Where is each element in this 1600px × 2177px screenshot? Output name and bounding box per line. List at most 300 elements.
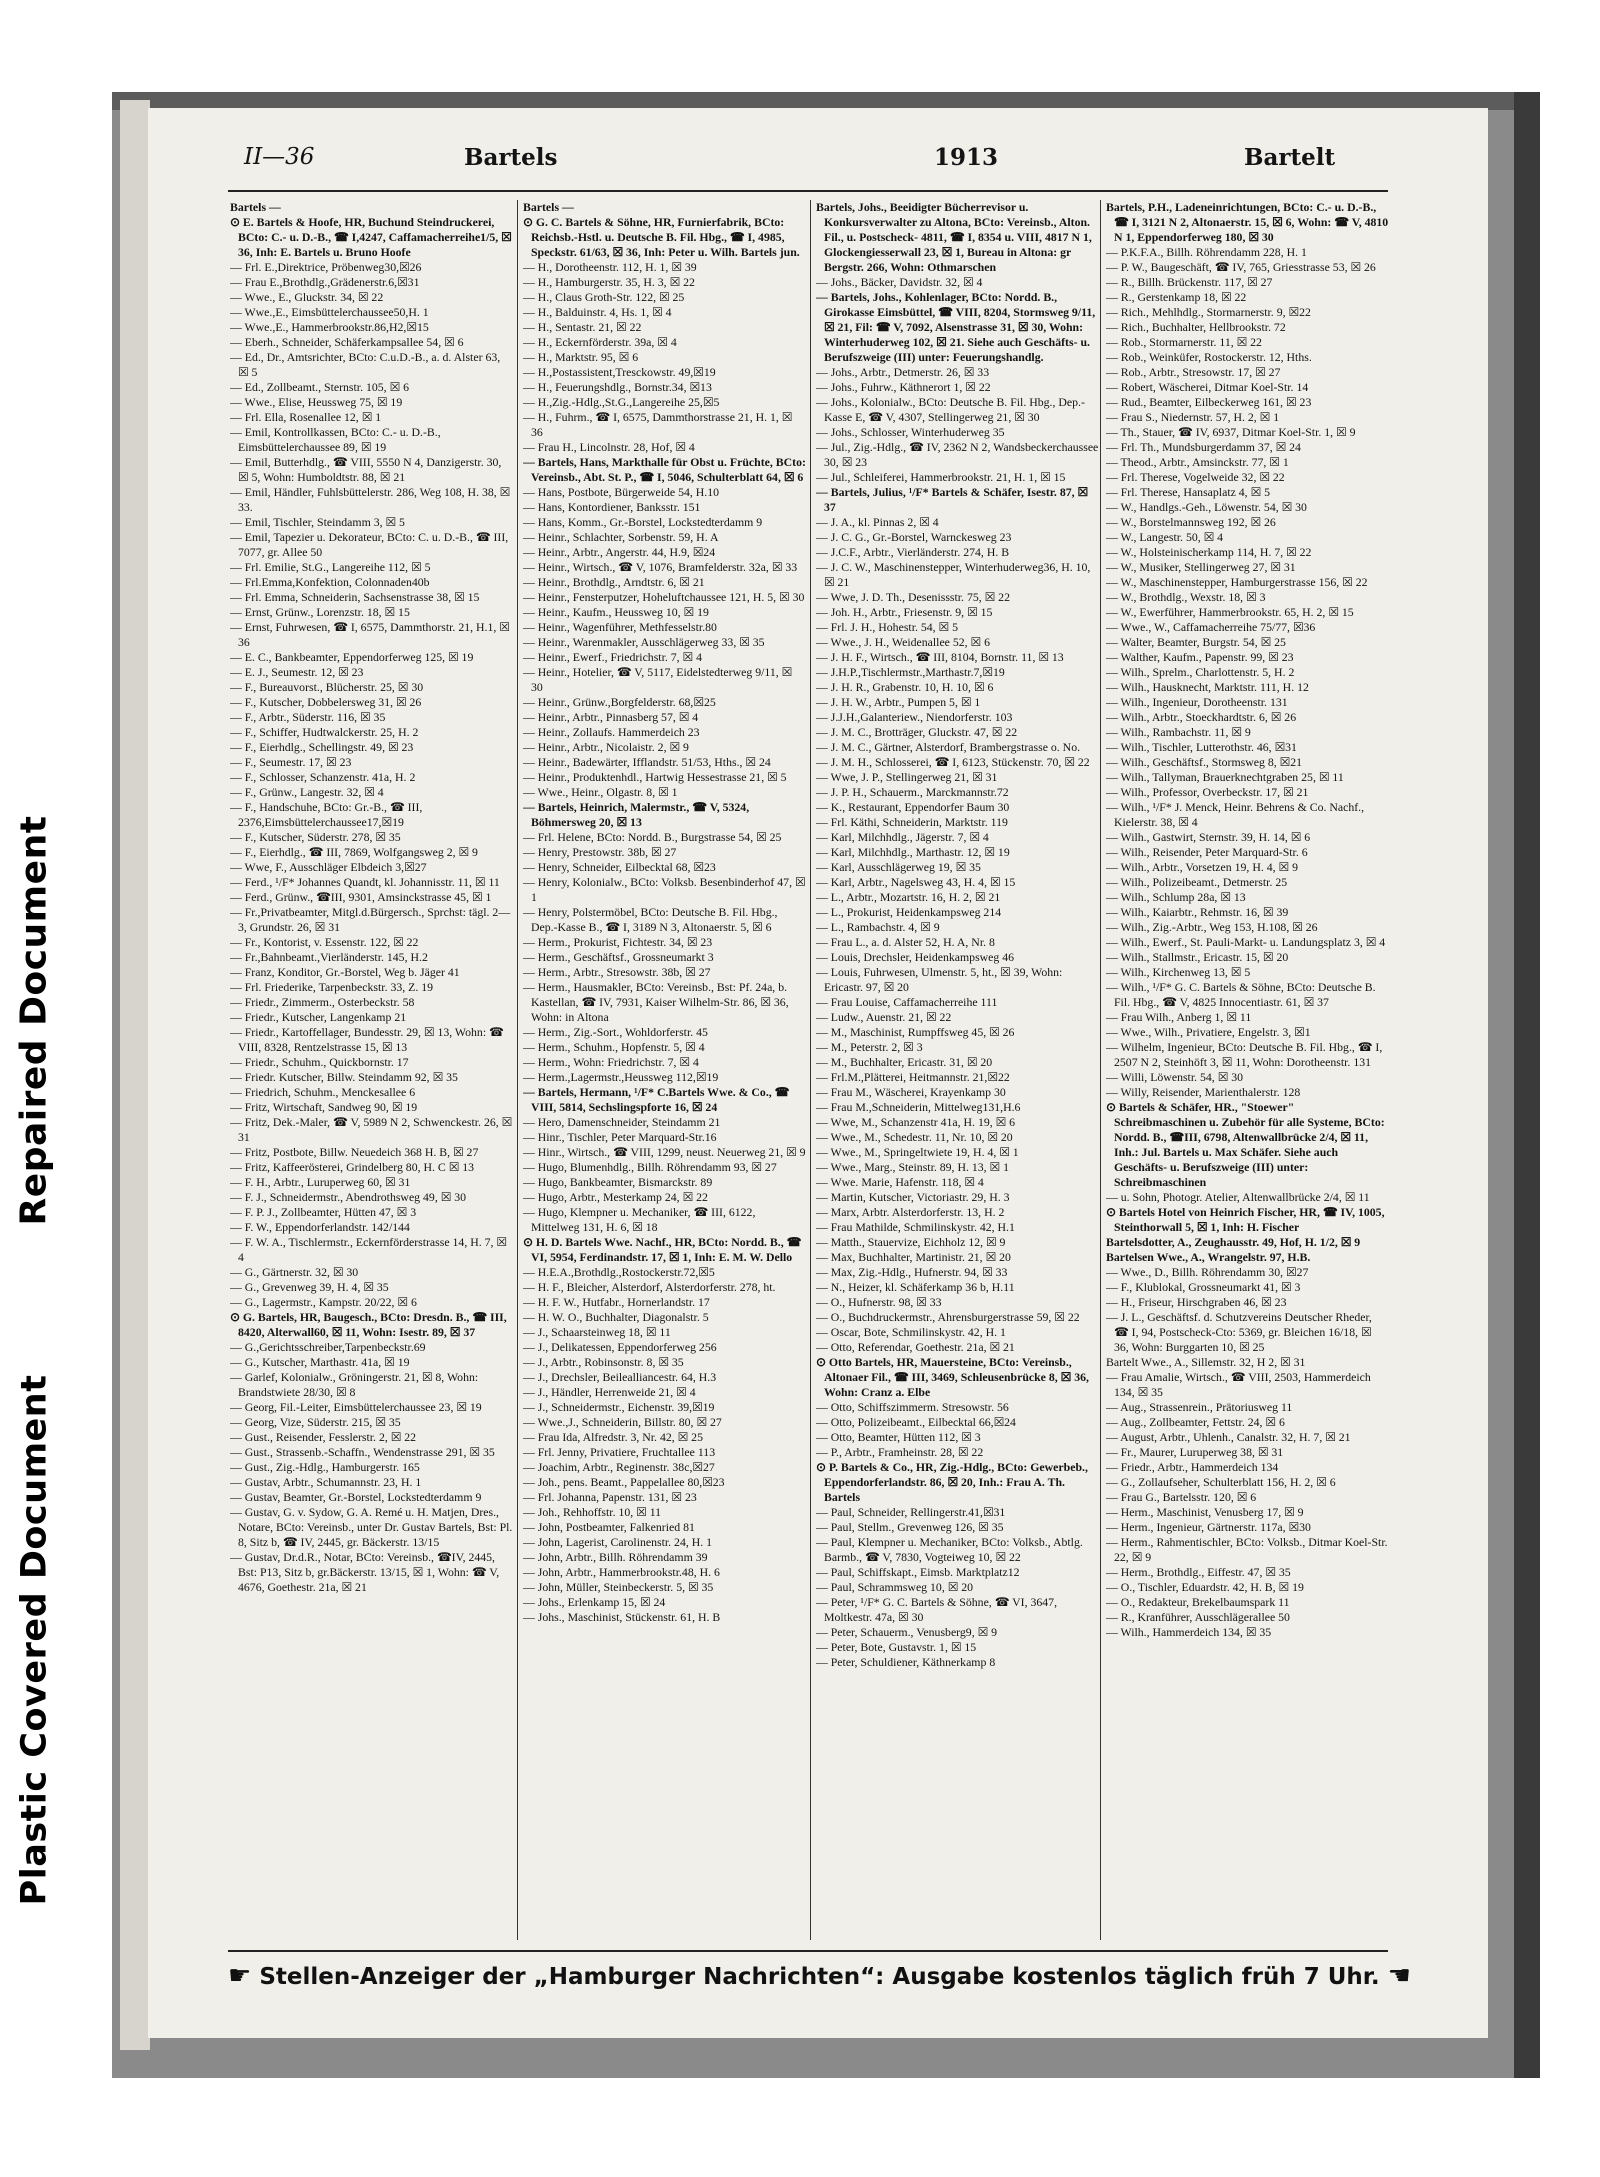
directory-entry: — H.E.A.,Brothdlg.,Rostockerstr.72,☒5: [523, 1265, 715, 1279]
directory-entry: — Joachim, Arbtr., Reginenstr. 38c,☒27: [523, 1460, 715, 1474]
directory-entry: — Paul, Schneider, Rellingerstr.41,☒31: [816, 1505, 1006, 1519]
directory-entry: — H.,Zig.-Hdlg.,St.G.,Langereihe 25,☒5: [523, 395, 720, 409]
directory-entry: — Friedr. Kutscher, Billw. Steindamm 92, ☒ 35: [230, 1070, 458, 1084]
directory-entry: — F. W., Eppendorferlandstr. 142/144: [230, 1220, 410, 1234]
directory-entry: — Frau M., Wäscherei, Krayenkamp 30: [816, 1085, 1006, 1099]
directory-entry: — Johs., Arbtr., Detmerstr. 26, ☒ 33: [816, 365, 990, 379]
directory-entry: ⊙ Otto Bartels, HR, Mauersteine, BCto: Vereinsb., Altonaer Fil., ☎ III, 3469, Schleusenbrücke 8, ☒ 36, Wohn: Cranz a. Elbe: [816, 1355, 1089, 1399]
directory-entry: — Herm., Brothdlg., Eiffestr. 47, ☒ 35: [1106, 1565, 1291, 1579]
directory-entry: — Robert, Wäscherei, Ditmar Koel-Str. 14: [1106, 380, 1309, 394]
directory-entry: — Wilhelm, Ingenieur, BCto: Deutsche B. Fil. Hbg., ☎ I, 2507 N 2, Steinhöft 3, ☒ 11, Wohn: Dorotheenstr. 131: [1106, 1040, 1383, 1069]
directory-entry: — Heinr., Wagenführer, Methfesselstr.80: [523, 620, 717, 634]
directory-entry: — W., Musiker, Stellingerweg 27, ☒ 31: [1106, 560, 1296, 574]
column-divider: [810, 200, 811, 1940]
directory-entry: — Herm., Hausmakler, BCto: Vereinsb., Bst: Pf. 24a, b. Kastellan, ☎ IV, 7931, Kaiser Wilhelm-Str. 86, ☒ 36, Wohn: in Altona: [523, 980, 789, 1024]
directory-entry: — Emil, Händler, Fuhlsbüttelerstr. 286, Weg 108, H. 38, ☒ 33.: [230, 485, 511, 514]
directory-entry: — L., Prokurist, Heidenkampsweg 214: [816, 905, 1002, 919]
directory-entry: — Frl. Jenny, Privatiere, Fruchtallee 113: [523, 1445, 716, 1459]
directory-entry: — N., Heizer, kl. Schäferkamp 36 b, H.11: [816, 1280, 1015, 1294]
directory-entry: — Wilh., Geschäftsf., Stormsweg 8, ☒21: [1106, 755, 1302, 769]
directory-entry: — Frau G., Bartelsstr. 120, ☒ 6: [1106, 1490, 1257, 1504]
directory-entry: Bartelsen Wwe., A., Wrangelstr. 97, H.B.: [1106, 1250, 1311, 1264]
directory-entry: — Paul, Stellm., Grevenweg 126, ☒ 35: [816, 1520, 1004, 1534]
directory-entry: — Friedr., Zimmerm., Osterbeckstr. 58: [230, 995, 415, 1009]
directory-entry: — Oscar, Bote, Schmilinskystr. 42, H. 1: [816, 1325, 1006, 1339]
directory-column-3: [816, 200, 1099, 1940]
page-header: [244, 144, 1354, 184]
directory-entry: — Georg, Vize, Süderstr. 215, ☒ 35: [230, 1415, 401, 1429]
directory-entry: — Johs., Erlenkamp 15, ☒ 24: [523, 1595, 666, 1609]
directory-entry: — Joh. H., Arbtr., Friesenstr. 9, ☒ 15: [816, 605, 993, 619]
directory-entry: — W., Maschinenstepper, Hamburgerstrasse 156, ☒ 22: [1106, 575, 1368, 589]
directory-entry: — Hans, Komm., Gr.-Borstel, Lockstedterdamm 9: [523, 515, 763, 529]
directory-entry: — Wilh., Ewerf., St. Pauli-Markt- u. Landungsplatz 3, ☒ 4: [1106, 935, 1386, 949]
directory-entry: — F., Seumestr. 17, ☒ 23: [230, 755, 352, 769]
directory-entry: — Wilh., Ingenieur, Dorotheenstr. 131: [1106, 695, 1288, 709]
directory-entry: — Paul, Schiffskapt., Eimsb. Marktplatz12: [816, 1565, 1020, 1579]
directory-entry: — Frau Louise, Caffamacherreihe 111: [816, 995, 998, 1009]
footer-text: Stellen-Anzeiger der „Hamburger Nachrichten“: Ausgabe kostenlos täglich früh 7 Uhr.: [259, 1964, 1380, 1990]
directory-entry: — John, Arbtr., Hammerbrookstr.48, H. 6: [523, 1565, 720, 1579]
directory-entry: — Johs., Schlosser, Winterhuderweg 35: [816, 425, 1005, 439]
directory-entry: — Wilh., Tischler, Lutterothstr. 46, ☒31: [1106, 740, 1297, 754]
directory-entry: — Willi, Löwenstr. 54, ☒ 30: [1106, 1070, 1244, 1084]
directory-entry: — Gust., Zig.-Hdlg., Hamburgerstr. 165: [230, 1460, 420, 1474]
directory-entry: — Frl. Friederike, Tarpenbeckstr. 33, Z. 19: [230, 980, 434, 994]
directory-entry: — Fr.,Bahnbeamt.,Vierländerstr. 145, H.2: [230, 950, 428, 964]
directory-entry: — Fritz, Postbote, Billw. Neuedeich 368 H. B, ☒ 27: [230, 1145, 479, 1159]
directory-column-1: [230, 200, 513, 1940]
directory-entry: — Georg, Fil.-Leiter, Eimsbüttelerchaussee 23, ☒ 19: [230, 1400, 482, 1414]
directory-entry: — Henry, Polstermöbel, BCto: Deutsche B. Fil. Hbg., Dep.-Kasse B., ☎ I, 3189 N 3, Altonaerstr. 5, ☒ 6: [523, 905, 778, 934]
directory-entry: — Wilh., Reisender, Peter Marquard-Str. 6: [1106, 845, 1308, 859]
left-running-head: Bartels: [464, 144, 558, 171]
directory-entry: — Hans, Postbote, Bürgerweide 54, H.10: [523, 485, 720, 499]
directory-entry: — Wwe., D., Billh. Röhrendamm 30, ☒27: [1106, 1265, 1309, 1279]
directory-entry: Bartels —: [523, 200, 574, 214]
directory-entry: — Heinr., Arbtr., Nicolaistr. 2, ☒ 9: [523, 740, 689, 754]
directory-entry: — Otto, Beamter, Hütten 112, ☒ 3: [816, 1430, 981, 1444]
directory-entry: — Peter, Bote, Gustavstr. 1, ☒ 15: [816, 1640, 977, 1654]
directory-entry: — Willy, Reisender, Marienthalerstr. 128: [1106, 1085, 1301, 1099]
directory-entry: ⊙ E. Bartels & Hoofe, HR, Buchund Steindruckerei, BCto: C.- u. D.-B., ☎ I,4247, Caffamacherreihe1/5, ☒ 36, Inh: E. Bartels u. Bruno Hoofe: [230, 215, 512, 259]
directory-entry: — Johs., Maschinist, Stückenstr. 61, H. B: [523, 1610, 721, 1624]
directory-entry: — J. A., kl. Pinnas 2, ☒ 4: [816, 515, 939, 529]
directory-entry: — Karl, Milchhdlg., Marthastr. 12, ☒ 19: [816, 845, 1010, 859]
directory-entry: — Herm., Geschäftsf., Grossneumarkt 3: [523, 950, 714, 964]
directory-entry: — Frl.M.,Plätterei, Heitmannstr. 21,☒22: [816, 1070, 1010, 1084]
directory-entry: — Emil, Tapezier u. Dekorateur, BCto: C. u. D.-B., ☎ III, 7077, gr. Allee 50: [230, 530, 509, 559]
column-divider: [517, 200, 518, 1940]
directory-entry: — Wilh., Schlump 28a, ☒ 13: [1106, 890, 1246, 904]
directory-entry: — Ernst, Fuhrwesen, ☎ I, 6575, Dammthorstr. 21, H.1, ☒ 36: [230, 620, 510, 649]
directory-entry: — J., Schneidermstr., Eichenstr. 39,☒19: [523, 1400, 715, 1414]
directory-entry: — H. F. W., Hutfabr., Hornerlandstr. 17: [523, 1295, 710, 1309]
directory-entry: — Heinr., Ewerf., Friedrichstr. 7, ☒ 4: [523, 650, 702, 664]
directory-entry: — Fr., Kontorist, v. Essenstr. 122, ☒ 22: [230, 935, 419, 949]
directory-entry: — Martin, Kutscher, Victoriastr. 29, H. 3: [816, 1190, 1010, 1204]
directory-entry: — Frau Mathilde, Schmilinskystr. 42, H.1: [816, 1220, 1015, 1234]
directory-entry: — Jul., Schleiferei, Hammerbrookstr. 21, H. 1, ☒ 15: [816, 470, 1066, 484]
directory-column-2: [523, 200, 806, 1940]
directory-entry: — Fritz, Wirtschaft, Sandweg 90, ☒ 19: [230, 1100, 418, 1114]
directory-entry: — J. L., Geschäftsf. d. Schutzvereins Deutscher Rheder, ☎ I, 94, Postscheck-Cto: 5369, gr. Bleichen 16/18, ☒ 36, Wohn: Burggarten 10, ☒ 25: [1106, 1310, 1372, 1354]
directory-entry: — Theod., Arbtr., Amsinckstr. 77, ☒ 1: [1106, 455, 1289, 469]
directory-entry: — R., Billh. Brückenstr. 117, ☒ 27: [1106, 275, 1273, 289]
directory-entry: — Hans, Kontordiener, Banksstr. 151: [523, 500, 701, 514]
directory-entry: — Herm.,Lagermstr.,Heussweg 112,☒19: [523, 1070, 719, 1084]
plastic-covered-text: Plastic Covered Document: [14, 1374, 54, 1906]
directory-entry: — Wilh., Rambachstr. 11, ☒ 9: [1106, 725, 1251, 739]
directory-entry: — Wilh., Tallyman, Brauerknechtgraben 25, ☒ 11: [1106, 770, 1344, 784]
directory-entry: — H., Dorotheenstr. 112, H. 1, ☒ 39: [523, 260, 697, 274]
directory-entry: — W., Holsteinischerkamp 114, H. 7, ☒ 22: [1106, 545, 1312, 559]
directory-entry: — Rob., Arbtr., Stresowstr. 17, ☒ 27: [1106, 365, 1281, 379]
directory-entry: — P., Arbtr., Framheinstr. 28, ☒ 22: [816, 1445, 984, 1459]
directory-entry: — Wwe., E., Gluckstr. 34, ☒ 22: [230, 290, 384, 304]
directory-entry: — H., Hamburgerstr. 35, H. 3, ☒ 22: [523, 275, 695, 289]
directory-entry: — Wwe.,E., Hammerbrookstr.86,H2,☒15: [230, 320, 429, 334]
directory-entry: — Wwe, J. D. Th., Desenissstr. 75, ☒ 22: [816, 590, 1010, 604]
directory-entry: — O., Tischler, Eduardstr. 42, H. B, ☒ 19: [1106, 1580, 1304, 1594]
directory-entry: — Marx, Arbtr. Alsterdorferstr. 13, H. 2: [816, 1205, 1005, 1219]
directory-entry: — Frl. Therese, Hansaplatz 4, ☒ 5: [1106, 485, 1271, 499]
directory-entry: — J., Arbtr., Robinsonstr. 8, ☒ 35: [523, 1355, 684, 1369]
directory-entry: — John, Arbtr., Billh. Röhrendamm 39: [523, 1550, 708, 1564]
directory-entry: — Ed., Dr., Amtsrichter, BCto: C.u.D.-B., a. d. Alster 63, ☒ 5: [230, 350, 501, 379]
directory-entry: — Jul., Zig.-Hdlg., ☎ IV, 2362 N 2, Wandsbeckerchaussee 30, ☒ 23: [816, 440, 1099, 469]
directory-entry: — Frau Ida, Alfredstr. 3, Nr. 42, ☒ 25: [523, 1430, 703, 1444]
directory-entry: — Rob., Weinküfer, Rostockerstr. 12, Hths.: [1106, 350, 1312, 364]
directory-entry: — Wilh., Hausknecht, Marktstr. 111, H. 12: [1106, 680, 1309, 694]
directory-entry: — John, Postbeamter, Falkenried 81: [523, 1520, 695, 1534]
page-binding-shadow: [120, 100, 150, 2050]
directory-entry: — Wwe., Heinr., Olgastr. 8, ☒ 1: [523, 785, 678, 799]
directory-entry: — Fritz, Dek.-Maler, ☎ V, 5989 N 2, Schwenckestr. 26, ☒ 31: [230, 1115, 513, 1144]
directory-entry: — Frl. Helene, BCto: Nordd. B., Burgstrasse 54, ☒ 25: [523, 830, 782, 844]
directory-entry: — Frl. Emilie, St.G., Langereihe 112, ☒ 5: [230, 560, 431, 574]
directory-entry: — Frau Amalie, Wirtsch., ☎ VIII, 2503, Hammerdeich 134, ☒ 35: [1106, 1370, 1371, 1399]
directory-entry: — F. J., Schneidermstr., Abendrothsweg 49, ☒ 30: [230, 1190, 467, 1204]
directory-entry: — J. M. C., Gärtner, Alsterdorf, Brambergstrasse o. No.: [816, 740, 1081, 754]
directory-entry: — H.,Postassistent,Tresckowstr. 49,☒19: [523, 365, 716, 379]
directory-entry: — Aug., Zollbeamter, Fettstr. 24, ☒ 6: [1106, 1415, 1285, 1429]
directory-entry: — Heinr., Kaufm., Heussweg 10, ☒ 19: [523, 605, 709, 619]
directory-entry: — Wilh., Stallmstr., Ericastr. 15, ☒ 20: [1106, 950, 1289, 964]
directory-entry: — K., Restaurant, Eppendorfer Baum 30: [816, 800, 1010, 814]
directory-entry: — Wilh., Kaiarbtr., Rehmstr. 16, ☒ 39: [1106, 905, 1289, 919]
directory-entry: — Frl. Th., Mundsburgerdamm 37, ☒ 24: [1106, 440, 1301, 454]
directory-entry: — W., Borstelmannsweg 192, ☒ 26: [1106, 515, 1276, 529]
directory-entry: — Wilh., ¹/F* J. Menck, Heinr. Behrens & Co. Nachf., Kielerstr. 38, ☒ 4: [1106, 800, 1365, 829]
directory-entry: — Wilh., Professor, Overbeckstr. 17, ☒ 21: [1106, 785, 1309, 799]
directory-entry: — Heinr., Zollaufs. Hammerdeich 23: [523, 725, 700, 739]
directory-entry: — Wilh., Gastwirt, Sternstr. 39, H. 14, ☒ 6: [1106, 830, 1311, 844]
directory-entry: — Frl. Käthi, Schneiderin, Marktstr. 119: [816, 815, 1008, 829]
directory-column-4: [1106, 200, 1389, 1940]
right-running-head: Bartelt: [1244, 144, 1336, 171]
directory-entry: — Gustav, Arbtr., Schumannstr. 23, H. 1: [230, 1475, 422, 1489]
pointing-hand-right-icon: ☚: [1387, 1961, 1411, 1991]
directory-entry: — Wwe, F., Ausschläger Elbdeich 3,☒27: [230, 860, 427, 874]
directory-entry: — J. H. R., Grabenstr. 10, H. 10, ☒ 6: [816, 680, 994, 694]
directory-entry: — Rich., Mehlhdlg., Stormarnerstr. 9, ☒22: [1106, 305, 1311, 319]
directory-entry: — Herm., Rahmentischler, BCto: Volksb., Ditmar Koel-Str. 22, ☒ 9: [1106, 1535, 1388, 1564]
directory-entry: — O., Hufnerstr. 98, ☒ 33: [816, 1295, 942, 1309]
directory-entry: — Wwe., J. H., Weidenallee 52, ☒ 6: [816, 635, 990, 649]
footer-rule: [228, 1950, 1388, 1952]
directory-entry: — Heinr., Badewärter, Ifflandstr. 51/53, Hths., ☒ 24: [523, 755, 771, 769]
directory-entry: — G., Gärtnerstr. 32, ☒ 30: [230, 1265, 359, 1279]
directory-entry: — Rud., Beamter, Eilbeckerweg 161, ☒ 23: [1106, 395, 1312, 409]
directory-entry: — Wwe., Marg., Steinstr. 89, H. 13, ☒ 1: [816, 1160, 1009, 1174]
directory-entry: — Herm., Wohn: Friedrichstr. 7, ☒ 4: [523, 1055, 699, 1069]
directory-entry: — F., Klublokal, Grossneumarkt 41, ☒ 3: [1106, 1280, 1301, 1294]
directory-entry: — Gustav, Dr.d.R., Notar, BCto: Vereinsb., ☎IV, 2445, Bst: P13, Sitz b, gr.Bäckerstr. 13/15, ☒ 1, Wohn: ☎ V, 4676, Goethestr. 21a, ☒ 21: [230, 1550, 500, 1594]
directory-entry: — O., Buchdruckermstr., Ahrensburgerstrasse 59, ☒ 22: [816, 1310, 1080, 1324]
directory-entry: — F., Kutscher, Dobbelersweg 31, ☒ 26: [230, 695, 422, 709]
directory-entry: — W., Langestr. 50, ☒ 4: [1106, 530, 1224, 544]
directory-entry: — John, Lagerist, Carolinenstr. 24, H. 1: [523, 1535, 713, 1549]
directory-entry: — J.J.H.,Galanteriew., Niendorferstr. 103: [816, 710, 1013, 724]
directory-entry: — Wwe, M., Schanzenstr 41a, H. 19, ☒ 6: [816, 1115, 1016, 1129]
directory-entry: — Otto, Polizeibeamt., Eilbecktal 66,☒24: [816, 1415, 1016, 1429]
directory-entry: — Ernst, Grünw., Lorenzstr. 18, ☒ 15: [230, 605, 410, 619]
directory-entry: — Wwe., M., Schedestr. 11, Nr. 10, ☒ 20: [816, 1130, 1013, 1144]
directory-entry: — Joh., pens. Beamt., Pappelallee 80,☒23: [523, 1475, 725, 1489]
directory-entry: — Bartels, Julius, ¹/F* Bartels & Schäfer, Isestr. 87, ☒ 37: [816, 485, 1089, 514]
directory-entry: — Karl, Milchhdlg., Jägerstr. 7, ☒ 4: [816, 830, 989, 844]
directory-entry: — W., Handlgs.-Geh., Löwenstr. 54, ☒ 30: [1106, 500, 1307, 514]
directory-entry: — J.C.F., Arbtr., Vierländerstr. 274, H. B: [816, 545, 1010, 559]
header-rule: [228, 190, 1388, 192]
directory-entry: — J., Delikatessen, Eppendorferweg 256: [523, 1340, 717, 1354]
directory-entry: — Johs., Bäcker, Davidstr. 32, ☒ 4: [816, 275, 983, 289]
directory-entry: — Wwe. Marie, Hafenstr. 118, ☒ 4: [816, 1175, 984, 1189]
directory-entry: — Emil, Butterhdlg., ☎ VIII, 5550 N 4, Danzigerstr. 30, ☒ 5, Wohn: Humboldtstr. 88, ☒ 21: [230, 455, 502, 484]
directory-entry: — H., Sentastr. 21, ☒ 22: [523, 320, 642, 334]
directory-entry: Bartels, P.H., Ladeneinrichtungen, BCto: C.- u. D.-B., ☎ I, 3121 N 2, Altonaerstr. 15, ☒ 6, Wohn: ☎ V, 4810 N 1, Eppendorferweg 180, ☒ 30: [1106, 200, 1389, 244]
directory-entry: — O., Redakteur, Brekelbaumspark 11: [1106, 1595, 1290, 1609]
plastic-covered-label: [4, 1360, 64, 1920]
directory-entry: — F., Kutscher, Süderstr. 278, ☒ 35: [230, 830, 401, 844]
directory-entry: — Wwe., W., Caffamacherreihe 75/77, ☒36: [1106, 620, 1316, 634]
directory-entry: — J. H. W., Arbtr., Pumpen 5, ☒ 1: [816, 695, 981, 709]
directory-entry: — P. W., Baugeschäft, ☎ IV, 765, Griesstrasse 53, ☒ 26: [1106, 260, 1376, 274]
directory-entry: — Hero, Damenschneider, Steindamm 21: [523, 1115, 721, 1129]
directory-entry: — Heinr., Wirtsch., ☎ V, 1076, Bramfelderstr. 32a, ☒ 33: [523, 560, 798, 574]
directory-entry: — Heinr., Schlachter, Sorbenstr. 59, H. A: [523, 530, 719, 544]
directory-entry: — J. P. H., Schauerm., Marckmannstr.72: [816, 785, 1009, 799]
directory-entry: — J. M. C., Brotträger, Gluckstr. 47, ☒ 22: [816, 725, 1018, 739]
directory-entry: — Bartels, Hans, Markthalle für Obst u. Früchte, BCto: Vereinsb., Abt. St. P., ☎ I, 5046, Schulterblatt 64, ☒ 6: [523, 455, 806, 484]
directory-entry: — Otto, Schiffszimmerm. Stresowstr. 56: [816, 1400, 1009, 1414]
directory-entry: — Walter, Beamter, Burgstr. 54, ☒ 25: [1106, 635, 1286, 649]
directory-entry: — W., Brothdlg., Wexstr. 18, ☒ 3: [1106, 590, 1266, 604]
directory-entry: ⊙ G. C. Bartels & Söhne, HR, Furnierfabrik, BCto: Reichsb.-Hstl. u. Deutsche B. Fil. Hbg., ☎ I, 4985, Speckstr. 61/63, ☒ 36, Inh: Peter u. Wilh. Bartels jun.: [523, 215, 800, 259]
directory-entry: — Gust., Reisender, Fesslerstr. 2, ☒ 22: [230, 1430, 417, 1444]
directory-entry: — G.,Gerichtsschreiber,Tarpenbeckstr.69: [230, 1340, 426, 1354]
directory-entry: — Frau H., Lincolnstr. 28, Hof, ☒ 4: [523, 440, 695, 454]
directory-entry: — Louis, Drechsler, Heidenkampsweg 46: [816, 950, 1015, 964]
directory-entry: — H. W. O., Buchhalter, Diagonalstr. 5: [523, 1310, 709, 1324]
directory-entry: — Rich., Buchhalter, Hellbrookstr. 72: [1106, 320, 1286, 334]
directory-entry: — Frl. Johanna, Papenstr. 131, ☒ 23: [523, 1490, 697, 1504]
directory-entry: — Johs., Fuhrw., Käthnerort 1, ☒ 22: [816, 380, 991, 394]
scan-right-edge: [1514, 92, 1540, 2078]
directory-entry: — Emil, Kontrollkassen, BCto: C.- u. D.-B., Eimsbüttelerchaussee 89, ☒ 19: [230, 425, 441, 454]
directory-entry: Bartels, Johs., Beeidigter Bücherrevisor u. Konkursverwalter zu Altona, BCto: Vereinsb., Alton. Fil., u. Postscheck- 4811, ☎ I, 8354 u. VIII, 4817 N 1, Glockengiesserwall 23, ☒ 1, Bureau in Altona: gr Bergstr. 266, Wohn: Othmarschen: [816, 200, 1092, 274]
directory-entry: — Friedr., Arbtr., Hammerdeich 134: [1106, 1460, 1279, 1474]
directory-entry: — Frl. J. H., Hohestr. 54, ☒ 5: [816, 620, 958, 634]
directory-entry: — Paul, Schrammsweg 10, ☒ 20: [816, 1580, 974, 1594]
advertisement-footer: [228, 1958, 1411, 1998]
directory-entry: — J., Drechsler, Beilealliancestr. 64, H.3: [523, 1370, 717, 1384]
directory-entry: — H., Eckernförderstr. 39a, ☒ 4: [523, 335, 677, 349]
directory-entry: — Peter, Schuldiener, Käthnerkamp 8: [816, 1655, 996, 1669]
directory-entry: — Wilh., Zig.-Arbtr., Weg 153, H.108, ☒ 26: [1106, 920, 1318, 934]
directory-entry: Bartelsdotter, A., Zeughausstr. 49, Hof, H. 1/2, ☒ 9: [1106, 1235, 1361, 1249]
directory-entry: — Friedrich, Schuhm., Menckesallee 6: [230, 1085, 416, 1099]
directory-entry: — Gustav, G. v. Sydow, G. A. Remé u. H. Matjen, Dres., Notare, BCto: Vereinsb., unter Dr. Gustav Bartels, Bst: Pl. 8, Sitz b, ☎ IV, 2445, gr. Bäckerstr. 13/15: [230, 1505, 513, 1549]
directory-entry: — G., Zollaufseher, Schulterblatt 156, H. 2, ☒ 6: [1106, 1475, 1336, 1489]
directory-entry: — Bartels, Heinrich, Malermstr., ☎ V, 5324, Böhmersweg 20, ☒ 13: [523, 800, 750, 829]
directory-entry: — F., Handschuhe, BCto: Gr.-B., ☎ III, 2376,Eimsbüttelerchaussee17,☒19: [230, 800, 423, 829]
directory-entry: — Herm., Arbtr., Stresowstr. 38b, ☒ 27: [523, 965, 711, 979]
directory-entry: — F. H., Arbtr., Luruperweg 60, ☒ 31: [230, 1175, 411, 1189]
directory-entry: — Frau M.,Schneiderin, Mittelweg131,H.6: [816, 1100, 1021, 1114]
directory-entry: — Herm., Zig.-Sort., Wohldorferstr. 45: [523, 1025, 708, 1039]
directory-entry: — Garlef, Kolonialw., Gröningerstr. 21, ☒ 8, Wohn: Brandstwiete 28/30, ☒ 8: [230, 1370, 479, 1399]
directory-entry: — Wilh., Kirchenweg 13, ☒ 5: [1106, 965, 1251, 979]
directory-entry: — J. H. F., Wirtsch., ☎ III, 8104, Bornstr. 11, ☒ 13: [816, 650, 1064, 664]
directory-entry: — J., Schaarsteinweg 18, ☒ 11: [523, 1325, 671, 1339]
directory-entry: — F., Arbtr., Süderstr. 116, ☒ 35: [230, 710, 386, 724]
directory-entry: — Gustav, Beamter, Gr.-Borstel, Lockstedterdamm 9: [230, 1490, 482, 1504]
directory-entry: — Paul, Klempner u. Mechaniker, BCto: Volksb., Abtlg. Barmb., ☎ V, 7830, Vogteiweg 10, ☒ 22: [816, 1535, 1083, 1564]
directory-entry: — Friedr., Kutscher, Langenkamp 21: [230, 1010, 407, 1024]
directory-entry: ⊙ Bartels & Schäfer, HR., "Stoewer" Schreibmaschinen u. Zubehör für alle Systeme, BCto: Nordd. B., ☎III, 6798, Altenwallbrücke 2/4, ☒ 11, Inh.: Jul. Bartels u. Max Schäfer. Siehe auch Geschäfts- u. Berufszweige (III) unter: Schreibmaschinen: [1106, 1100, 1385, 1189]
directory-entry: — F., Eierhdlg., ☎ III, 7869, Wolfgangsweg 2, ☒ 9: [230, 845, 478, 859]
directory-entry: — L., Rambachstr. 4, ☒ 9: [816, 920, 940, 934]
directory-entry: — Peter, ¹/F* G. C. Bartels & Söhne, ☎ VI, 3647, Moltkestr. 47a, ☒ 30: [816, 1595, 1058, 1624]
directory-entry: — August, Arbtr., Uhlenh., Canalstr. 32, H. 7, ☒ 21: [1106, 1430, 1351, 1444]
directory-entry: — H., Friseur, Hirschgraben 46, ☒ 23: [1106, 1295, 1287, 1309]
directory-entry: — Hugo, Klempner u. Mechaniker, ☎ III, 6122, Mittelweg 131, H. 6, ☒ 18: [523, 1205, 756, 1234]
directory-entry: — Bartels, Hermann, ¹/F* C.Bartels Wwe. & Co., ☎ VIII, 5814, Sechslingspforte 16, ☒ 24: [523, 1085, 790, 1114]
directory-entry: — H., Feuerungshdlg., Bornstr.34, ☒13: [523, 380, 712, 394]
directory-entry: — M., Maschinist, Rumpffsweg 45, ☒ 26: [816, 1025, 1015, 1039]
directory-entry: — Frl.Emma,Konfektion, Colonnaden40b: [230, 575, 430, 589]
directory-entry: — F. P. J., Zollbeamter, Hütten 47, ☒ 3: [230, 1205, 417, 1219]
directory-entry: — Karl, Ausschlägerweg 19, ☒ 35: [816, 860, 981, 874]
directory-entry: Bartelt Wwe., A., Sillemstr. 32, H 2, ☒ 31: [1106, 1355, 1306, 1369]
directory-entry: — J. C. W., Maschinenstepper, Winterhuderweg36, H. 10, ☒ 21: [816, 560, 1091, 589]
directory-entry: — Wwe.,J., Schneiderin, Billstr. 80, ☒ 27: [523, 1415, 722, 1429]
directory-entry: — Heinr., Warenmakler, Ausschlägerweg 33, ☒ 35: [523, 635, 765, 649]
directory-entry: — Herm., Ingenieur, Gärtnerstr. 117a, ☒30: [1106, 1520, 1311, 1534]
directory-entry: — J. C. G., Gr.-Borstel, Warnckesweg 23: [816, 530, 1012, 544]
page-number: II—36: [244, 144, 315, 170]
directory-entry: — Ludw., Auenstr. 21, ☒ 22: [816, 1010, 952, 1024]
directory-entry: — P.K.F.A., Billh. Röhrendamm 228, H. 1: [1106, 245, 1307, 259]
directory-entry: — Peter, Schauerm., Venusberg9, ☒ 9: [816, 1625, 998, 1639]
directory-entry: — G., Lagermstr., Kampstr. 20/22, ☒ 6: [230, 1295, 417, 1309]
repaired-document-label: [4, 700, 64, 1340]
directory-entry: — John, Müller, Steinbeckerstr. 5, ☒ 35: [523, 1580, 714, 1594]
directory-entry: — Heinr., Hotelier, ☎ V, 5117, Eidelstedterweg 9/11, ☒ 30: [523, 665, 793, 694]
directory-entry: — H., Claus Groth-Str. 122, ☒ 25: [523, 290, 685, 304]
directory-entry: — Frl. Therese, Vogelweide 32, ☒ 22: [1106, 470, 1285, 484]
directory-entry: — G., Kutscher, Marthastr. 41a, ☒ 19: [230, 1355, 410, 1369]
directory-entry: — F., Schlosser, Schanzenstr. 41a, H. 2: [230, 770, 416, 784]
directory-entry: — Hinr., Wirtsch., ☎ VIII, 1299, neust. Neuerweg 21, ☒ 9: [523, 1145, 806, 1159]
directory-entry: — Franz, Konditor, Gr.-Borstel, Weg b. Jäger 41: [230, 965, 460, 979]
directory-entry: — Herm., Schuhm., Hopfenstr. 5, ☒ 4: [523, 1040, 705, 1054]
directory-entry: — Hugo, Bankbeamter, Bismarckstr. 89: [523, 1175, 713, 1189]
directory-entry: — F., Grünw., Langestr. 32, ☒ 4: [230, 785, 384, 799]
directory-entry: — R., Gerstenkamp 18, ☒ 22: [1106, 290, 1247, 304]
directory-entry: — Johs., Kolonialw., BCto: Deutsche B. Fil. Hbg., Dep.-Kasse E, ☎ V, 4307, Stellingerweg 21, ☒ 30: [816, 395, 1085, 424]
directory-entry: — Frau E.,Brothdlg.,Grädenerstr.6,☒31: [230, 275, 420, 289]
pointing-hand-left-icon: ☛: [228, 1961, 252, 1991]
directory-entry: — u. Sohn, Photogr. Atelier, Altenwallbrücke 2/4, ☒ 11: [1106, 1190, 1370, 1204]
directory-entry: — Heinr., Produktenhdl., Hartwig Hessestrasse 21, ☒ 5: [523, 770, 787, 784]
directory-entry: — H., Marktstr. 95, ☒ 6: [523, 350, 639, 364]
directory-entry: — Wilh., Sprelm., Charlottenstr. 5, H. 2: [1106, 665, 1295, 679]
directory-entry: ⊙ H. D. Bartels Wwe. Nachf., HR, BCto: Nordd. B., ☎ VI, 5954, Ferdinandstr. 17, ☒ 1, Inh: E. M. W. Dello: [523, 1235, 802, 1264]
directory-entry: — F. W. A., Tischlermstr., Eckernförderstrasse 14, H. 7, ☒ 4: [230, 1235, 508, 1264]
directory-entry: — Wwe., Wilh., Privatiere, Engelstr. 3, ☒1: [1106, 1025, 1311, 1039]
directory-entry: — Wilh., Arbtr., Stoeckhardtstr. 6, ☒ 26: [1106, 710, 1297, 724]
directory-entry: — Frau L., a. d. Alster 52, H. A, Nr. 8: [816, 935, 995, 949]
directory-entry: — Heinr., Arbtr., Pinnasberg 57, ☒ 4: [523, 710, 699, 724]
directory-page: [148, 108, 1488, 2038]
directory-entry: — Wilh., Hammerdeich 134, ☒ 35: [1106, 1625, 1272, 1639]
directory-entry: — Frl. E.,Direktrice, Pröbenweg30,☒26: [230, 260, 422, 274]
directory-entry: — W., Ewerführer, Hammerbrookstr. 65, H. 2, ☒ 15: [1106, 605, 1354, 619]
directory-entry: — E. C., Bankbeamter, Eppendorferweg 125, ☒ 19: [230, 650, 474, 664]
directory-entry: ⊙ P. Bartels & Co., HR, Zig.-Hdlg., BCto: Gewerbeb., Eppendorferlandstr. 86, ☒ 20, Inh.: Frau A. Th. Bartels: [816, 1460, 1088, 1504]
directory-entry: Bartels —: [230, 200, 281, 214]
directory-entry: — Emil, Tischler, Steindamm 3, ☒ 5: [230, 515, 405, 529]
directory-entry: — G., Grevenweg 39, H. 4, ☒ 35: [230, 1280, 389, 1294]
directory-entry: — Fr., Maurer, Luruperweg 38, ☒ 31: [1106, 1445, 1284, 1459]
directory-entry: — Heinr., Arbtr., Angerstr. 44, H.9, ☒24: [523, 545, 716, 559]
directory-entry: — J., Händler, Herrenweide 21, ☒ 4: [523, 1385, 696, 1399]
directory-entry: — J. M. H., Schlosserei, ☎ I, 6123, Stückenstr. 70, ☒ 22: [816, 755, 1090, 769]
directory-entry: — Frl. Ella, Rosenallee 12, ☒ 1: [230, 410, 382, 424]
directory-entry: — Frau Wilh., Anberg 1, ☒ 11: [1106, 1010, 1252, 1024]
directory-entry: — Fr.,Privatbeamter, Mitgl.d.Bürgersch., Sprchst: tägl. 2—3, Grundstr. 26, ☒ 31: [230, 905, 511, 934]
directory-entry: — Friedr., Schuhm., Quickbornstr. 17: [230, 1055, 409, 1069]
directory-entry: — Bartels, Johs., Kohlenlager, BCto: Nordd. B., Girokasse Eimsbüttel, ☎ VIII, 8204, Stormsweg 9/11, ☒ 21, Fil: ☎ V, 7092, Alsenstrasse 31, ☒ 30, Wohn: Winterhuderweg 102, ☒ 21. Siehe auch Geschäfts- u. Berufszweige (III) unter: Feuerungshandlg.: [816, 290, 1096, 364]
directory-entry: — Rob., Stormarnerstr. 11, ☒ 22: [1106, 335, 1262, 349]
directory-entry: — Wwe, J. P., Stellingerweg 21, ☒ 31: [816, 770, 998, 784]
directory-entry: — Henry, Kolonialw., BCto: Volksb. Besenbinderhof 47, ☒ 1: [523, 875, 806, 904]
directory-entry: — Fritz, Kaffeerösterei, Grindelberg 80, H. C ☒ 13: [230, 1160, 475, 1174]
directory-entry: — E. J., Seumestr. 12, ☒ 23: [230, 665, 364, 679]
directory-entry: — Henry, Schneider, Eilbecktal 68, ☒23: [523, 860, 716, 874]
directory-entry: — H., Balduinstr. 4, Hs. 1, ☒ 4: [523, 305, 672, 319]
directory-entry: — Gust., Strassenb.-Schaffn., Wendenstrasse 291, ☒ 35: [230, 1445, 495, 1459]
directory-entry: — Ferd., ¹/F* Johannes Quandt, kl. Johannisstr. 11, ☒ 11: [230, 875, 500, 889]
directory-entry: — J.H.P.,Tischlermstr.,Marthastr.7,☒19: [816, 665, 1005, 679]
directory-entry: — Ferd., Grünw., ☎III, 9301, Amsinckstrasse 45, ☒ 1: [230, 890, 492, 904]
directory-entry: — Heinr., Brothdlg., Arndtstr. 6, ☒ 21: [523, 575, 705, 589]
directory-entry: ⊙ Bartels Hotel von Heinrich Fischer, HR, ☎ IV, 1005, Steinthorwall 5, ☒ 1, Inh: H. Fischer: [1106, 1205, 1385, 1234]
directory-entry: — Otto, Referendar, Goethestr. 21a, ☒ 21: [816, 1340, 1015, 1354]
